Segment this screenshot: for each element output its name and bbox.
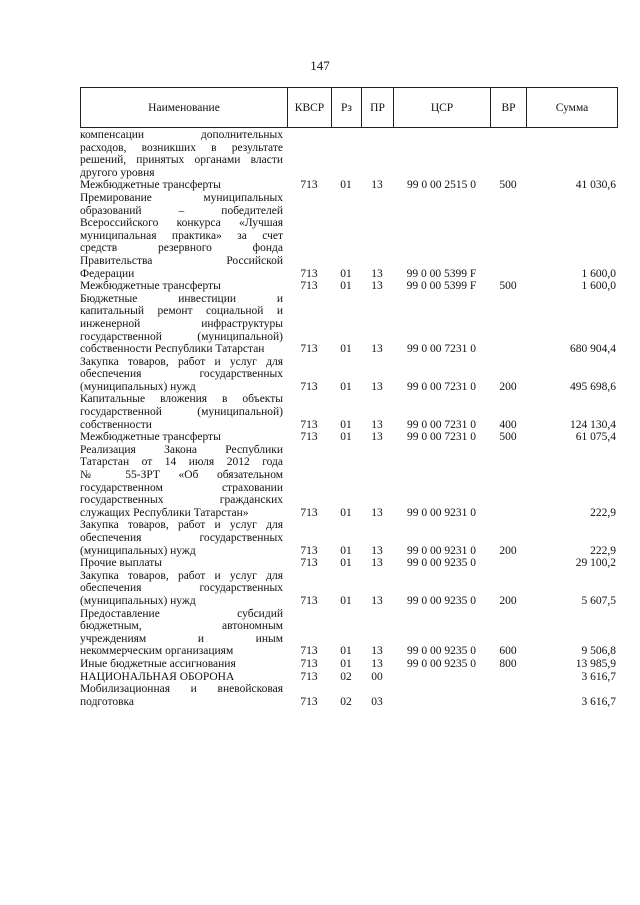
name-line: Прочие выплаты	[80, 557, 163, 570]
name-line: обеспечения государственных	[80, 532, 283, 544]
cell-vr: 200	[499, 594, 517, 607]
table-row	[80, 444, 618, 520]
cell-pr: 13	[371, 280, 383, 293]
name-line: средств резервного фонда	[80, 242, 283, 255]
cell-name	[80, 192, 287, 280]
name-line: обеспечения государственных	[80, 582, 283, 595]
name-line: некоммерческим организациям	[80, 645, 234, 658]
cell-csr: 99 0 00 9235 0	[407, 645, 476, 658]
cell-name	[80, 570, 287, 608]
cell-kvsr: 713	[300, 343, 318, 356]
name-line: бюджетным, автономным	[80, 620, 283, 633]
cell-pr: 00	[371, 670, 383, 683]
cell-sum: 1 600,0	[581, 267, 616, 280]
cell-kvsr: 713	[300, 506, 318, 519]
name-line: НАЦИОНАЛЬНАЯ ОБОРОНА	[80, 670, 235, 683]
table-row	[80, 557, 618, 570]
cell-name	[80, 608, 287, 658]
cell-csr: 99 0 00 7231 0	[407, 418, 476, 431]
cell-pr: 13	[371, 179, 383, 192]
cell-sum: 222,9	[590, 506, 616, 519]
name-line: Предоставление субсидий	[80, 607, 283, 620]
table-row	[80, 356, 618, 394]
cell-vr: 500	[499, 179, 517, 192]
cell-name	[80, 683, 287, 708]
cell-sum: 495 698,6	[570, 380, 616, 393]
name-line: другого уровня	[80, 166, 155, 179]
cell-sum: 13 985,9	[575, 657, 616, 670]
name-line: муниципальная практика» за счет	[80, 229, 283, 242]
cell-vr: 200	[499, 380, 517, 393]
cell-sum: 41 030,6	[575, 179, 616, 192]
name-line: Мобилизационная и вневойсковая	[80, 683, 283, 696]
name-line: Реализация Закона Республики	[80, 443, 283, 456]
cell-rz: 01	[340, 343, 352, 356]
name-line: инженерной инфраструктуры	[80, 317, 283, 330]
header-sum: Сумма	[555, 101, 589, 114]
cell-kvsr: 713	[300, 557, 318, 570]
table-header	[80, 87, 618, 128]
cell-rz: 01	[340, 506, 352, 519]
cell-name	[80, 658, 287, 671]
header-rz: Рз	[332, 88, 362, 127]
cell-pr: 13	[371, 544, 383, 557]
cell-vr: 400	[499, 418, 517, 431]
header-csr: ЦСР	[394, 88, 491, 127]
cell-vr: 500	[499, 431, 517, 444]
name-line: капитальный ремонт социальной и	[80, 305, 283, 318]
cell-kvsr: 713	[300, 670, 318, 683]
cell-sum: 3 616,7	[581, 670, 616, 683]
cell-csr: 99 0 00 7231 0	[407, 343, 476, 356]
cell-rz: 01	[340, 280, 352, 293]
name-line: государственных гражданских	[80, 494, 283, 507]
name-line: № 55-ЗРТ «Об обязательном	[80, 469, 283, 482]
name-line: Капитальные вложения в объекты	[80, 393, 283, 406]
name-line: Правительства Российской	[80, 254, 283, 267]
cell-sum: 1 600,0	[581, 280, 616, 293]
cell-sum: 3 616,7	[581, 695, 616, 708]
cell-pr: 13	[371, 267, 383, 280]
cell-rz: 01	[340, 557, 352, 570]
cell-rz: 02	[340, 695, 352, 708]
name-line: подготовка	[80, 695, 135, 708]
cell-csr: 99 0 00 7231 0	[407, 431, 476, 444]
name-line: Межбюджетные трансферты	[80, 280, 221, 293]
cell-kvsr: 713	[300, 179, 318, 192]
cell-name	[80, 280, 287, 293]
cell-pr: 03	[371, 695, 383, 708]
cell-pr: 13	[371, 557, 383, 570]
table-row	[80, 608, 618, 658]
cell-name	[80, 129, 287, 179]
cell-pr: 13	[371, 431, 383, 444]
cell-pr: 13	[371, 657, 383, 670]
cell-csr: 99 0 00 5399 F	[406, 267, 477, 280]
cell-rz: 01	[340, 544, 352, 557]
name-line: образований – победителей	[80, 204, 283, 217]
cell-name	[80, 393, 287, 431]
cell-name	[80, 356, 287, 394]
cell-csr: 99 0 00 9231 0	[407, 544, 476, 557]
cell-sum: 61 075,4	[575, 431, 616, 444]
cell-name	[80, 444, 287, 520]
table-row	[80, 179, 618, 192]
cell-rz: 01	[340, 657, 352, 670]
cell-kvsr: 713	[300, 695, 318, 708]
name-line: Межбюджетные трансферты	[80, 431, 221, 444]
cell-kvsr: 713	[300, 280, 318, 293]
cell-name	[80, 431, 287, 444]
cell-rz: 01	[340, 431, 352, 444]
name-line: Татарстан от 14 июля 2012 года	[80, 456, 283, 469]
cell-vr: 500	[499, 280, 517, 293]
header-name: Наименование	[81, 88, 288, 127]
name-line: Закупка товаров, работ и услуг для	[80, 355, 283, 368]
name-line: Федерации	[80, 267, 135, 280]
table-row	[80, 683, 618, 708]
name-line: учреждениям и иным	[80, 632, 283, 645]
table-row	[80, 658, 618, 671]
name-line: государственной (муниципальной)	[80, 330, 283, 343]
cell-kvsr: 713	[300, 544, 318, 557]
name-line: государственной (муниципальной)	[80, 406, 283, 419]
table-row	[80, 671, 618, 684]
name-line: (муниципальных) нужд	[80, 380, 196, 393]
cell-kvsr: 713	[300, 645, 318, 658]
cell-sum: 222,9	[590, 544, 616, 557]
cell-pr: 13	[371, 594, 383, 607]
cell-name	[80, 519, 287, 557]
header-kvsr: КВСР	[288, 88, 332, 127]
cell-pr: 13	[371, 506, 383, 519]
name-line: решений, принятых органами власти	[80, 154, 283, 167]
cell-kvsr: 713	[300, 380, 318, 393]
cell-sum: 29 100,2	[575, 557, 616, 570]
cell-csr: 99 0 00 2515 0	[407, 179, 476, 192]
cell-rz: 01	[340, 380, 352, 393]
cell-sum: 680 904,4	[570, 343, 616, 356]
cell-rz: 01	[340, 594, 352, 607]
cell-pr: 13	[371, 418, 383, 431]
table-row	[80, 519, 618, 557]
name-line: обеспечения государственных	[80, 368, 283, 381]
cell-csr: 99 0 00 9235 0	[407, 657, 476, 670]
cell-kvsr: 713	[300, 657, 318, 670]
cell-csr: 99 0 00 5399 F	[406, 280, 477, 293]
cell-csr: 99 0 00 7231 0	[407, 380, 476, 393]
table-row	[80, 431, 618, 444]
name-line: расходов, возникших в результате	[80, 141, 283, 154]
cell-rz: 01	[340, 267, 352, 280]
name-line: государственном страховании	[80, 481, 283, 494]
cell-name	[80, 671, 287, 684]
name-line: Всероссийского конкурса «Лучшая	[80, 217, 283, 230]
cell-name	[80, 293, 287, 356]
page-number: 147	[310, 58, 330, 73]
cell-pr: 13	[371, 645, 383, 658]
table-row	[80, 293, 618, 356]
header-pr: ПР	[362, 88, 394, 127]
cell-kvsr: 713	[300, 431, 318, 444]
table-row	[80, 192, 618, 280]
cell-vr: 800	[499, 657, 517, 670]
cell-name	[80, 557, 287, 570]
name-line: Иные бюджетные ассигнования	[80, 657, 236, 670]
name-line: (муниципальных) нужд	[80, 594, 196, 607]
name-line: собственности Республики Татарстан	[80, 343, 265, 356]
table-row	[80, 280, 618, 293]
table-row	[80, 129, 618, 179]
cell-vr: 600	[499, 645, 517, 658]
cell-pr: 13	[371, 380, 383, 393]
cell-rz: 01	[340, 645, 352, 658]
cell-rz: 02	[340, 670, 352, 683]
cell-kvsr: 713	[300, 594, 318, 607]
cell-csr: 99 0 00 9231 0	[407, 506, 476, 519]
cell-vr: 200	[499, 544, 517, 557]
cell-kvsr: 713	[300, 267, 318, 280]
table-body	[80, 129, 618, 708]
header-vr: ВР	[491, 88, 527, 127]
cell-name	[80, 179, 287, 192]
table-row	[80, 393, 618, 431]
name-line: служащих Республики Татарстан»	[80, 506, 249, 519]
name-line: Межбюджетные трансферты	[80, 179, 221, 192]
name-line: Бюджетные инвестиции и	[80, 292, 283, 305]
cell-kvsr: 713	[300, 418, 318, 431]
cell-sum: 124 130,4	[570, 418, 616, 431]
name-line: (муниципальных) нужд	[80, 544, 196, 557]
cell-rz: 01	[340, 418, 352, 431]
name-line: собственности	[80, 418, 152, 431]
cell-rz: 01	[340, 179, 352, 192]
table-row	[80, 570, 618, 608]
name-line: Закупка товаров, работ и услуг для	[80, 569, 283, 582]
name-line: компенсации дополнительных	[80, 129, 283, 141]
cell-sum: 5 607,5	[581, 594, 616, 607]
name-line: Закупка товаров, работ и услуг для	[80, 519, 283, 532]
cell-csr: 99 0 00 9235 0	[407, 594, 476, 607]
name-line: Премирование муниципальных	[80, 191, 283, 204]
cell-pr: 13	[371, 343, 383, 356]
cell-sum: 9 506,8	[581, 645, 616, 658]
cell-csr: 99 0 00 9235 0	[407, 557, 476, 570]
